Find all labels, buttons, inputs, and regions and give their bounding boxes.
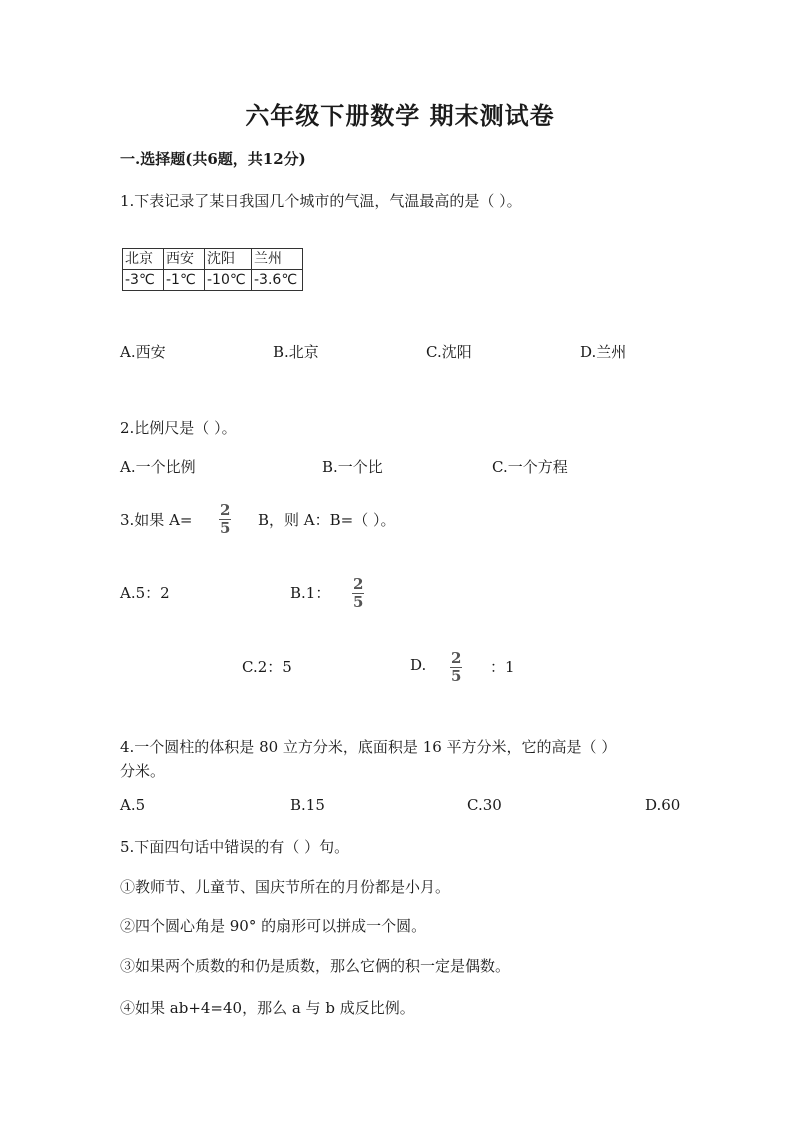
q5-statement-1: ①教师节、儿童节、国庆节所在的月份都是小月。 <box>120 878 451 896</box>
question-1-text: 1.下表记录了某日我国几个城市的气温，气温最高的是（ ）。 <box>120 192 522 210</box>
fraction-two-fifths <box>352 576 364 611</box>
q1-option-a[interactable]: A.西安 <box>120 343 166 361</box>
q4-option-c[interactable]: C.30 <box>467 796 502 814</box>
q3-option-a[interactable]: A.5：2 <box>120 584 170 602</box>
q4-option-d[interactable]: D.60 <box>645 796 681 814</box>
question-4-line-2: 分米。 <box>120 762 166 780</box>
q2-option-a[interactable]: A.一个比例 <box>120 458 196 476</box>
table-cell-temp: -3.6℃ <box>252 270 303 291</box>
question-4-line-1: 4.一个圆柱的体积是 80 立方分米，底面积是 16 平方分米，它的高是（ ） <box>120 738 617 756</box>
q2-option-c[interactable]: C.一个方程 <box>492 458 568 476</box>
fraction-denominator: 5 <box>353 593 364 611</box>
q5-statement-4: ④如果 ab+4=40，那么 a 与 b 成反比例。 <box>120 999 415 1017</box>
q5-statement-3: ③如果两个质数的和仍是质数，那么它俩的积一定是偶数。 <box>120 957 511 975</box>
question-3-text-before: 3.如果 A= <box>120 511 193 529</box>
table-cell-city: 北京 <box>123 249 164 270</box>
q1-option-c[interactable]: C.沈阳 <box>426 343 472 361</box>
q3-option-d[interactable]: D. <box>410 656 427 674</box>
table-cell-temp: -1℃ <box>164 270 205 291</box>
q3-option-d-suffix: ：1 <box>490 658 515 676</box>
table-cell-temp: -10℃ <box>205 270 252 291</box>
table-cell-city: 沈阳 <box>205 249 252 270</box>
fraction-numerator: 2 <box>220 501 231 519</box>
q4-option-a[interactable]: A.5 <box>120 796 146 814</box>
table-row <box>123 249 303 270</box>
q4-option-b[interactable]: B.15 <box>290 796 325 814</box>
question-3-text-after: B，则 A：B=（ ）。 <box>258 511 396 529</box>
fraction-denominator: 5 <box>451 667 462 685</box>
fraction-numerator: 2 <box>353 575 364 593</box>
section-header: 一.选择题(共6题，共12分) <box>120 150 306 168</box>
temperature-table <box>122 248 303 291</box>
question-2-text: 2.比例尺是（ ）。 <box>120 419 237 437</box>
table-row <box>123 270 303 291</box>
q1-option-b[interactable]: B.北京 <box>273 343 319 361</box>
page-title: 六年级下册数学 期末测试卷 <box>245 101 555 130</box>
question-5-text: 5.下面四句话中错误的有（ ）句。 <box>120 838 350 856</box>
table-cell-city: 西安 <box>164 249 205 270</box>
q1-option-d[interactable]: D.兰州 <box>580 343 627 361</box>
fraction-two-fifths <box>450 650 462 685</box>
table-cell-city: 兰州 <box>252 249 303 270</box>
q3-option-c[interactable]: C.2：5 <box>242 658 292 676</box>
table-cell-temp: -3℃ <box>123 270 164 291</box>
q2-option-b[interactable]: B.一个比 <box>322 458 383 476</box>
q5-statement-2: ②四个圆心角是 90° 的扇形可以拼成一个圆。 <box>120 917 427 935</box>
fraction-two-fifths <box>219 502 231 537</box>
fraction-denominator: 5 <box>220 519 231 537</box>
fraction-numerator: 2 <box>451 649 462 667</box>
q3-option-b[interactable]: B.1： <box>290 584 331 602</box>
